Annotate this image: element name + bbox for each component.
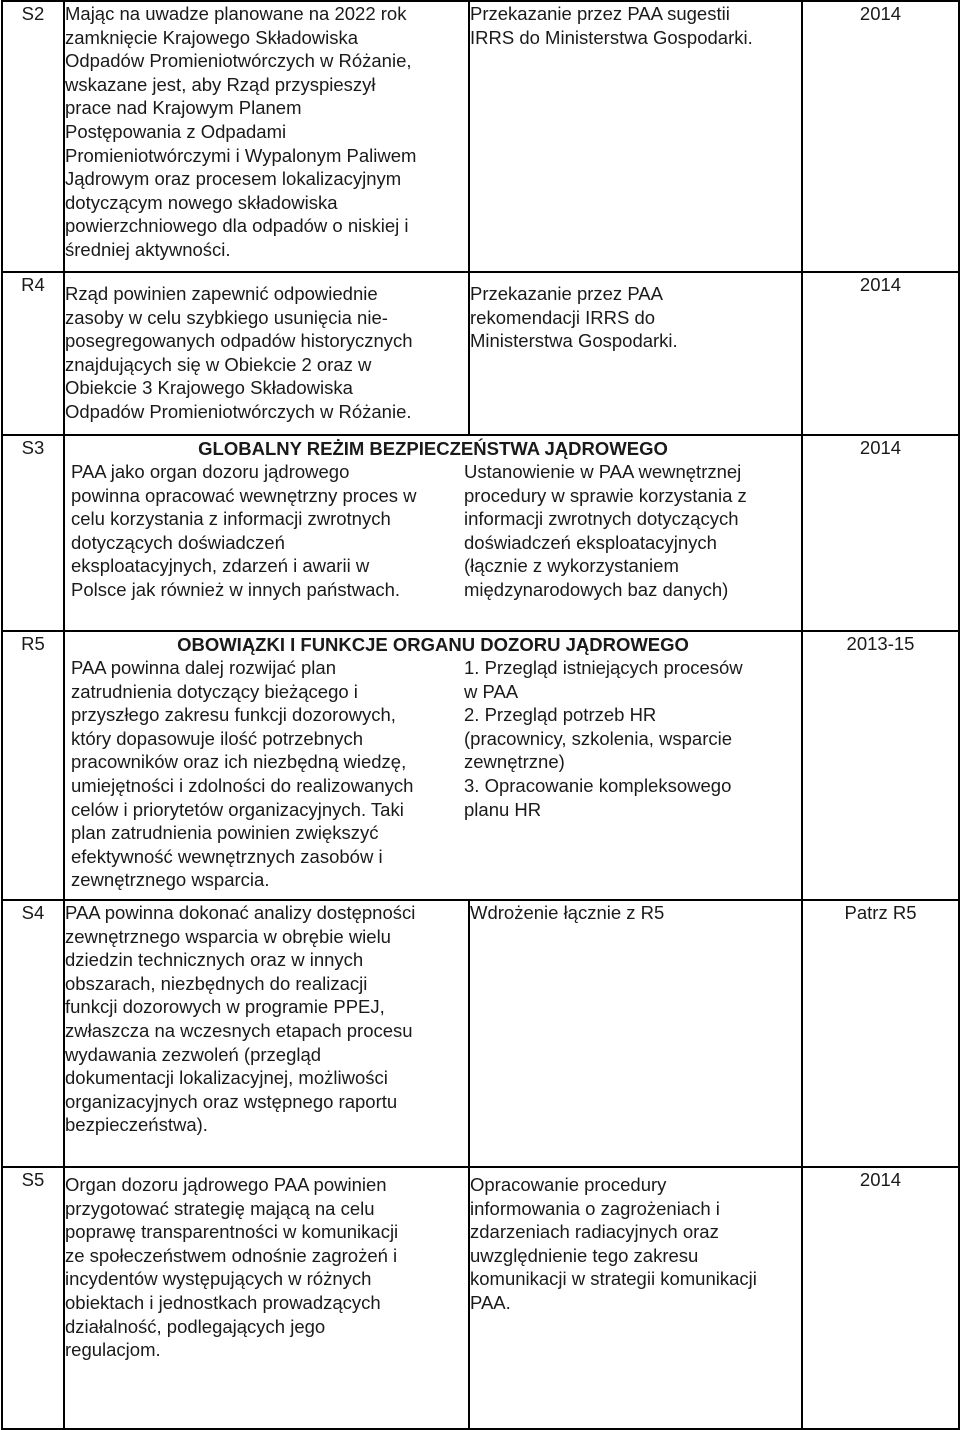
recommendation-text: Organ dozoru jądrowego PAA powinien przygotować strategię mającą na celu poprawę transparentności w komunikacji ze społeczeństwem odnośnie zagrożeń i incydentów występujących w różnych obiektach i jednostkach prowadzących działalność, podlegających jego regulacjom. [64, 1167, 469, 1429]
deadline: 2013-15 [802, 631, 959, 900]
recommendation-text: PAA powinna dokonać analizy dostępności zewnętrznego wsparcia w obrębie wielu dziedzin technicznych oraz w innych obszarach, niezbędnych do realizacji funkcji dozorowych w programie PPEJ, zwłaszcza na wczesnych etapach procesu wydawania zezwoleń (przegląd dokumentacji lokalizacyjnej, możliwości organizacyjnych oraz wstępnego raportu bezpieczeństwa). [64, 900, 469, 1167]
row-id: S4 [2, 900, 64, 1167]
section-title: OBOWIĄZKI I FUNKCJE ORGANU DOZORU JĄDROWEGO [177, 634, 689, 655]
table-row [2, 900, 959, 1167]
deadline: Patrz R5 [802, 900, 959, 1167]
deadline: 2014 [802, 272, 959, 435]
action-text: Przekazanie przez PAA rekomendacji IRRS do Ministerstwa Gospodarki. [469, 272, 802, 435]
row-id: S2 [2, 1, 64, 272]
deadline: 2014 [802, 1, 959, 272]
deadline: 2014 [802, 1167, 959, 1429]
section-title: GLOBALNY REŻIM BEZPIECZEŃSTWA JĄDROWEGO [198, 438, 668, 459]
row-id: S5 [2, 1167, 64, 1429]
recommendations-table [1, 0, 960, 1430]
action-text: Opracowanie procedury informowania o zagrożeniach i zdarzeniach radiacyjnych oraz uwzględnienie tego zakresu komunikacji w strategii komunikacji PAA. [469, 1167, 802, 1429]
recommendation-text: PAA powinna dalej rozwijać plan zatrudnienia dotyczący bieżącego i przyszłego zakresu funkcji dozorowych, który dopasowuje ilość potrzebnych pracowników oraz ich niezbędną wiedzę, umiejętności i zdolności do realizowanych celów i priorytetów organizacyjnych. Taki plan zatrudnienia powinien zwiększyć efektywność wewnętrznych zasobów i zewnętrznego wsparcia. [71, 657, 414, 891]
action-text: Przekazanie przez PAA sugestii IRRS do Ministerstwa Gospodarki. [469, 1, 802, 272]
table-row [2, 1, 959, 272]
action-text: Wdrożenie łącznie z R5 [469, 900, 802, 1167]
section-block [64, 435, 802, 631]
action-text: 1. Przegląd istniejących procesów w PAA 2. Przegląd potrzeb HR (pracownicy, szkolenia, wsparcie zewnętrzne) 3. Opracowanie kompleksowego planu HR [464, 657, 743, 820]
row-id: S3 [2, 435, 64, 631]
deadline: 2014 [802, 435, 959, 631]
row-id: R5 [2, 631, 64, 900]
row-id: R4 [2, 272, 64, 435]
table-row [2, 631, 959, 900]
action-text: Ustanowienie w PAA wewnętrznej procedury w sprawie korzystania z informacji zwrotnych dotyczących doświadczeń eksploatacyjnych (łącznie z wykorzystaniem międzynarodowych baz danych) [464, 461, 747, 600]
recommendation-text: Mając na uwadze planowane na 2022 rok zamknięcie Krajowego Składowiska Odpadów Promieniotwórczych w Różanie, wskazane jest, aby Rząd przyspieszył prace nad Krajowym Planem Postępowania z Odpadami Promieniotwórczymi i Wypalonym Paliwem Jądrowym oraz procesem lokalizacyjnym dotyczącym nowego składowiska powierzchniowego dla odpadów o niskiej i średniej aktywności. [64, 1, 469, 272]
table-row [2, 1167, 959, 1429]
table-row [2, 435, 959, 631]
recommendation-text: Rząd powinien zapewnić odpowiednie zasoby w celu szybkiego usunięcia nie- posegregowanych odpadów historycznych znajdujących się w Obiekcie 2 oraz w Obiekcie 3 Krajowego Składowiska Odpadów Promieniotwórczych w Różanie. [64, 272, 469, 435]
table-row [2, 272, 959, 435]
section-block [64, 631, 802, 900]
recommendation-text: PAA jako organ dozoru jądrowego powinna opracować wewnętrzny proces w celu korzystania z informacji zwrotnych dotyczących doświadczeń eksploatacyjnych, zdarzeń i awarii w Polsce jak również w innych państwach. [71, 461, 417, 600]
